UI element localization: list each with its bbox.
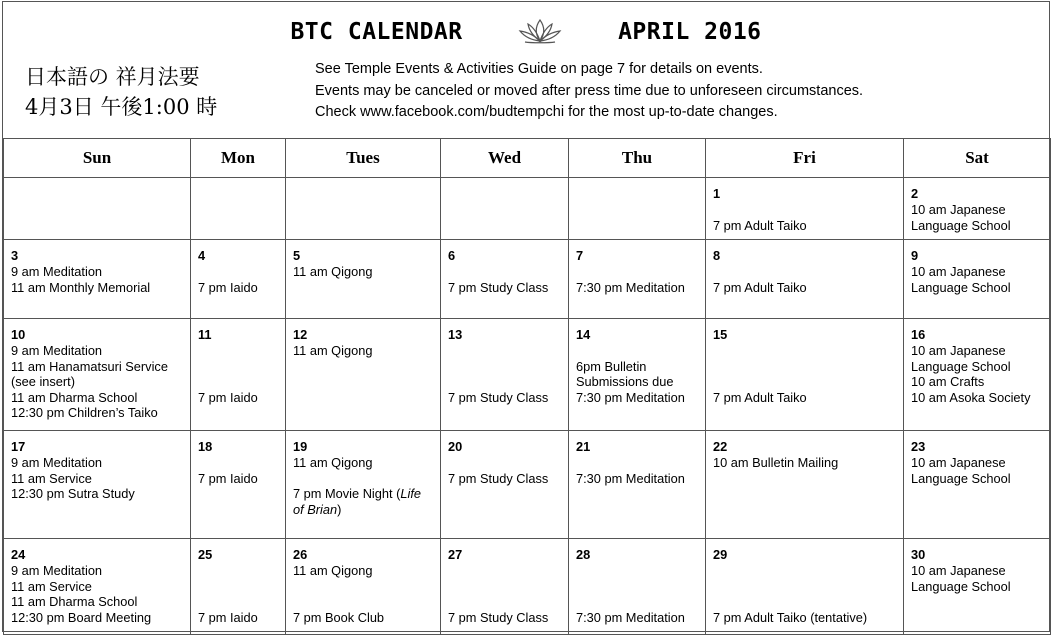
note-line-3: Check www.facebook.com/budtempchi for the most up-to-date changes. bbox=[315, 104, 778, 120]
event-line: 11 am Dharma School bbox=[11, 389, 138, 405]
day-cell bbox=[706, 240, 904, 319]
day-cell bbox=[4, 319, 191, 431]
day-cell bbox=[706, 319, 904, 431]
day-cell bbox=[904, 431, 1051, 539]
header-notes bbox=[315, 59, 863, 124]
event-line: 7 pm Study Class bbox=[448, 389, 549, 405]
calendar-header bbox=[3, 2, 1049, 139]
event-line: 10 am Japanese bbox=[911, 343, 1006, 358]
day-number bbox=[11, 186, 184, 202]
movie-title: of Brian bbox=[293, 501, 338, 517]
calendar-title bbox=[3, 18, 1049, 45]
day-number: 18 bbox=[198, 439, 213, 454]
day-number: 29 bbox=[713, 547, 728, 562]
day-number: 11 bbox=[198, 327, 212, 342]
day-number: 22 bbox=[713, 439, 728, 454]
event-line: 7 pm Adult Taiko bbox=[713, 217, 807, 233]
note-line-2: Events may be canceled or moved after press time due to unforeseen circumstances. bbox=[315, 82, 864, 99]
day-cell bbox=[441, 539, 569, 635]
movie-night-suffix: ) bbox=[337, 501, 342, 517]
day-cell bbox=[569, 178, 706, 240]
day-cell bbox=[904, 539, 1051, 635]
event-line: 9 am Meditation bbox=[11, 343, 103, 358]
event-line: 9 am Meditation bbox=[11, 563, 103, 578]
day-number: 10 bbox=[11, 327, 26, 342]
day-cell bbox=[569, 539, 706, 635]
event-line: 10 am Crafts bbox=[911, 374, 985, 389]
day-cell bbox=[4, 178, 191, 240]
weekday-header-row bbox=[4, 139, 1051, 178]
day-cell bbox=[904, 178, 1051, 240]
weekday-header: Sat bbox=[904, 139, 1051, 178]
event-line: 11 am Monthly Memorial bbox=[11, 279, 151, 295]
event-line: 7 pm Study Class bbox=[448, 470, 549, 486]
calendar-body bbox=[4, 178, 1051, 635]
week-row bbox=[4, 431, 1051, 539]
day-number: 1 bbox=[713, 186, 721, 201]
event-line: 12:30 pm Sutra Study bbox=[11, 486, 135, 501]
japanese-line-2: 4月3日 午後1:00 時 bbox=[25, 95, 218, 119]
event-line: 10 am Bulletin Mailing bbox=[713, 455, 839, 470]
day-number: 24 bbox=[11, 547, 26, 562]
movie-night-event bbox=[293, 486, 434, 517]
event-line: 7 pm Adult Taiko (tentative) bbox=[713, 609, 868, 625]
weekday-header: Tues bbox=[286, 139, 441, 178]
event-line: 9 am Meditation bbox=[11, 455, 103, 470]
day-number: 5 bbox=[293, 248, 301, 263]
event-line: 11 am Service bbox=[11, 470, 92, 486]
day-number: 3 bbox=[11, 248, 19, 263]
event-line: 12:30 pm Board Meeting bbox=[11, 609, 152, 625]
week-row bbox=[4, 240, 1051, 319]
event-line: 7:30 pm Meditation bbox=[576, 279, 685, 295]
weekday-header: Mon bbox=[191, 139, 286, 178]
movie-title: Life bbox=[400, 486, 422, 501]
event-line: Language School bbox=[911, 470, 1011, 486]
weekday-header: Thu bbox=[569, 139, 706, 178]
day-cell bbox=[904, 319, 1051, 431]
day-number: 16 bbox=[911, 327, 926, 342]
day-number: 15 bbox=[713, 327, 728, 342]
event-line: 7 pm Study Class bbox=[448, 609, 549, 625]
day-number bbox=[448, 186, 562, 202]
day-cell bbox=[4, 431, 191, 539]
event-line: 10 am Asoka Society bbox=[911, 389, 1031, 405]
day-number: 25 bbox=[198, 547, 213, 562]
event-line: Language School bbox=[911, 578, 1011, 594]
event-line: 11 am Qigong bbox=[293, 343, 373, 358]
day-cell bbox=[286, 539, 441, 635]
week-row bbox=[4, 319, 1051, 431]
calendar-page bbox=[2, 1, 1050, 632]
event-line: Submissions due bbox=[576, 374, 674, 389]
event-line: 11 am Service bbox=[11, 578, 92, 594]
day-number: 7 bbox=[576, 248, 584, 263]
note-line-1: See Temple Events & Activities Guide on page 7 for details on events. bbox=[315, 61, 763, 77]
day-cell bbox=[706, 178, 904, 240]
event-line: (see insert) bbox=[11, 374, 76, 389]
title-calendar-label: BTC CALENDAR bbox=[290, 19, 463, 45]
day-number bbox=[198, 186, 279, 202]
event-line: 7:30 pm Meditation bbox=[576, 389, 685, 405]
event-line: 11 am Hanamatsuri Service bbox=[11, 358, 168, 374]
event-line: 9 am Meditation bbox=[11, 264, 103, 279]
day-number bbox=[293, 186, 434, 202]
day-number: 2 bbox=[911, 186, 919, 201]
week-row bbox=[4, 539, 1051, 635]
day-number bbox=[576, 186, 699, 202]
day-cell bbox=[4, 240, 191, 319]
event-line: 7 pm Iaido bbox=[198, 279, 258, 295]
day-cell bbox=[286, 319, 441, 431]
weekday-header: Wed bbox=[441, 139, 569, 178]
event-line: 7 pm Study Class bbox=[448, 279, 549, 295]
day-cell bbox=[569, 240, 706, 319]
day-cell bbox=[191, 431, 286, 539]
day-cell bbox=[191, 178, 286, 240]
event-line: 7 pm Adult Taiko bbox=[713, 389, 807, 405]
event-line: 7 pm Adult Taiko bbox=[713, 279, 807, 295]
day-number: 26 bbox=[293, 547, 308, 562]
day-cell bbox=[286, 178, 441, 240]
day-number: 21 bbox=[576, 439, 591, 454]
day-number: 14 bbox=[576, 327, 591, 342]
event-line: 10 am Japanese bbox=[911, 563, 1006, 578]
event-line: 6pm Bulletin bbox=[576, 358, 647, 374]
event-line: 12:30 pm Children’s Taiko bbox=[11, 405, 158, 420]
title-month-label: APRIL 2016 bbox=[618, 19, 762, 45]
lotus-icon bbox=[517, 18, 563, 44]
day-number: 9 bbox=[911, 248, 919, 263]
day-number: 4 bbox=[198, 248, 206, 263]
day-cell bbox=[904, 240, 1051, 319]
day-cell bbox=[191, 319, 286, 431]
day-number: 23 bbox=[911, 439, 926, 454]
day-cell bbox=[569, 319, 706, 431]
event-line: 7 pm Book Club bbox=[293, 609, 385, 625]
event-line: 11 am Dharma School bbox=[11, 594, 138, 609]
week-row bbox=[4, 178, 1051, 240]
event-line: 11 am Qigong bbox=[293, 455, 373, 470]
event-line: 10 am Japanese bbox=[911, 264, 1006, 279]
day-number: 17 bbox=[11, 439, 26, 454]
day-cell bbox=[286, 240, 441, 319]
event-line: 7 pm Iaido bbox=[198, 389, 258, 405]
event-line: 7 pm Iaido bbox=[198, 609, 258, 625]
day-number: 20 bbox=[448, 439, 463, 454]
event-line: 7:30 pm Meditation bbox=[576, 609, 685, 625]
event-line: 7 pm Iaido bbox=[198, 470, 258, 486]
day-cell bbox=[706, 539, 904, 635]
weekday-header: Fri bbox=[706, 139, 904, 178]
event-line: 7:30 pm Meditation bbox=[576, 470, 685, 486]
calendar-grid bbox=[3, 138, 1051, 635]
day-number: 6 bbox=[448, 248, 456, 263]
day-number: 19 bbox=[293, 439, 308, 454]
day-cell bbox=[4, 539, 191, 635]
day-cell bbox=[191, 539, 286, 635]
day-number: 13 bbox=[448, 327, 463, 342]
day-cell bbox=[441, 431, 569, 539]
movie-night-prefix: 7 pm Movie Night ( bbox=[293, 486, 401, 501]
day-cell bbox=[441, 240, 569, 319]
day-number: 28 bbox=[576, 547, 591, 562]
japanese-memorial-notice bbox=[25, 62, 217, 122]
event-line: 11 am Qigong bbox=[293, 563, 373, 578]
day-number: 12 bbox=[293, 327, 308, 342]
event-line: 10 am Japanese bbox=[911, 455, 1006, 470]
day-number: 30 bbox=[911, 547, 926, 562]
day-cell bbox=[441, 178, 569, 240]
event-line: Language School bbox=[911, 217, 1011, 233]
day-number: 8 bbox=[713, 248, 721, 263]
weekday-header: Sun bbox=[4, 139, 191, 178]
day-cell bbox=[569, 431, 706, 539]
japanese-line-1: 日本語の 祥月法要 bbox=[25, 65, 200, 89]
event-line: 11 am Qigong bbox=[293, 264, 373, 279]
event-line: 10 am Japanese bbox=[911, 202, 1006, 217]
day-cell bbox=[441, 319, 569, 431]
day-number: 27 bbox=[448, 547, 463, 562]
day-cell bbox=[191, 240, 286, 319]
day-cell bbox=[286, 431, 441, 539]
event-line: Language School bbox=[911, 358, 1011, 374]
day-cell bbox=[706, 431, 904, 539]
event-line: Language School bbox=[911, 279, 1011, 295]
